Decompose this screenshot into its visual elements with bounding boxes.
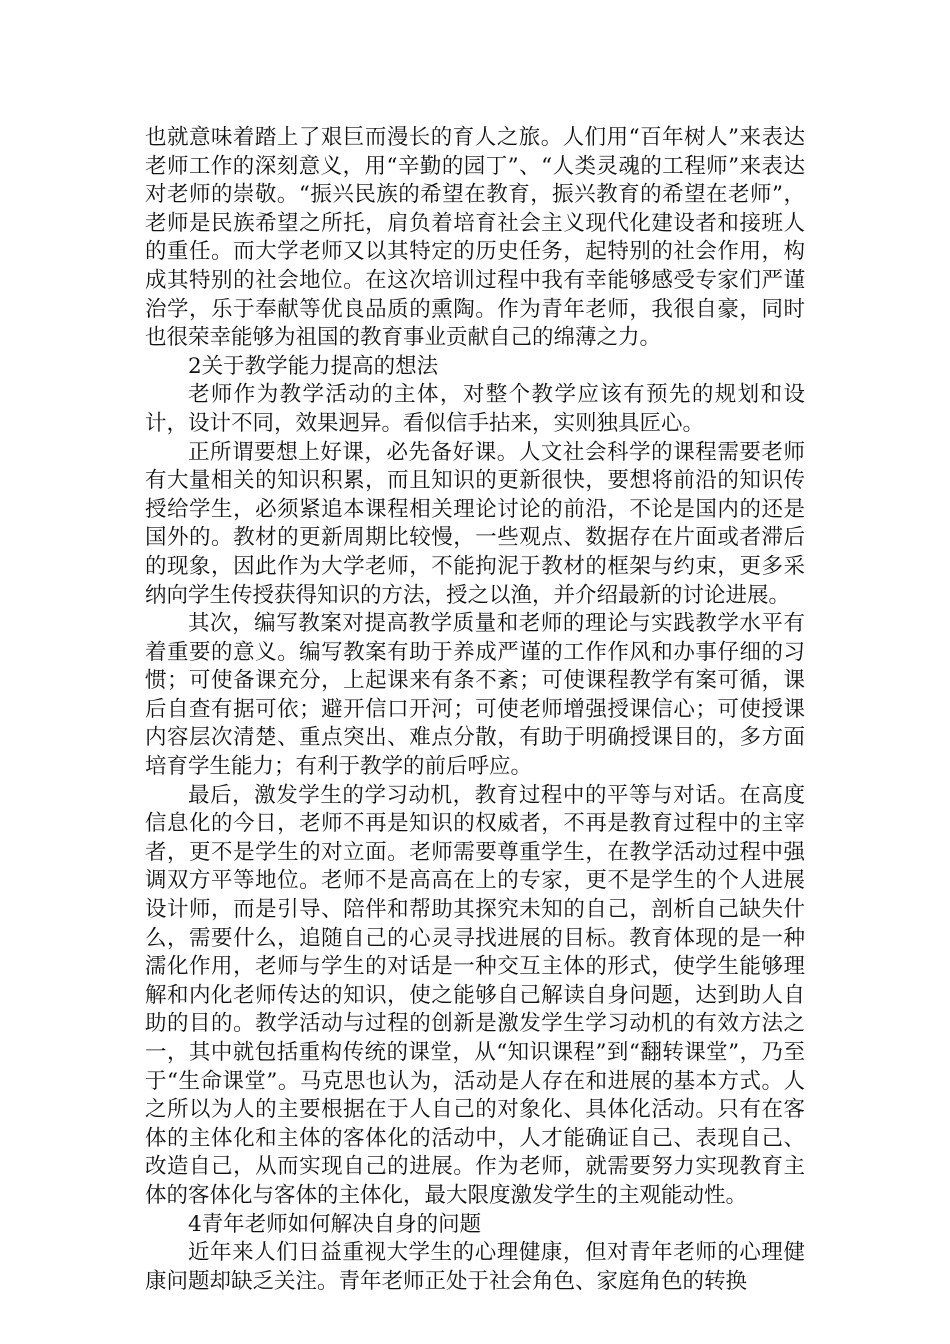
section-heading-young-teachers: 4青年老师如何解决自身的问题 xyxy=(188,1211,482,1237)
section-heading-teaching-ability: 2关于教学能力提高的想法 xyxy=(188,353,439,379)
paragraph-mental-health: 近年来人们日益重视大学生的心理健康，但对青年老师的心理健康问题却缺乏关注。青年老师正处于社会角色、家庭角色的转换 xyxy=(145,1240,805,1294)
paragraph-learning-motivation: 最后，激发学生的学习动机，教育过程中的平等与对话。在高度信息化的今日，老师不再是知识的权威者，不再是教育过程中的主宰者，更不是学生的对立面。老师需要尊重学生，在教学活动过程中强调双方平等地位。老师不是高高在上的专家，更不是学生的个人进展设计师，而是引导、陪伴和帮助其探究未知的自己，剖析自己缺失什么，需要什么，追随自己的心灵寻找进展的目标。教育体现的是一种濡化作用，老师与学生的对话是一种交互主体的形式，使学生能够理解和内化老师传达的知识，使之能够自己解读自身问题，达到助人自助的目的。教学活动与过程的创新是激发学生学习动机的有效方法之一，其中就包括重构传统的课堂，从“知识课程”到“翻转课堂”，乃至于“生命课堂”。马克思也认为，活动是人存在和进展的基本方式。人之所以为人的主要根据在于人自己的对象化、具体化活动。只有在客体的主体化和主体的客体化的活动中，人才能确证自己、表现自己、改造自己，从而实现自己的进展。作为老师，就需要努力实现教育主体的客体化与客体的主体化，最大限度激发学生的主观能动性。 xyxy=(145,782,805,1208)
paragraph-lesson-plans: 其次，编写教案对提高教学质量和老师的理论与实践教学水平有着重要的意义。编写教案有助于养成严谨的工作作风和办事仔细的习惯；可使备课充分，上起课来有条不紊；可使课程教学有案可循，课后自查有据可依；避开信口开河；可使老师增强授课信心；可使授课内容层次清楚、重点突出、难点分散，有助于明确授课目的，多方面培育学生能力；有利于教学的前后呼应。 xyxy=(145,611,805,780)
paragraph-lesson-preparation: 正所谓要想上好课，必先备好课。人文社会科学的课程需要老师有大量相关的知识积累，而且知识的更新很快，要想将前沿的知识传授给学生，必须紧追本课程相关理论讨论的前沿，不论是国内的还是国外的。教材的更新周期比较慢，一些观点、数据存在片面或者滞后的现象，因此作为大学老师，不能拘泥于教材的框架与约束，更多采纳向学生传授获得知识的方法，授之以渔，并介绍最新的讨论进展。 xyxy=(145,439,805,608)
paragraph-teacher-subject: 老师作为教学活动的主体，对整个教学应该有预先的规划和设计，设计不同，效果迥异。看似信手拈来，实则独具匠心。 xyxy=(145,382,805,436)
paragraph-intro-continuation: 也就意味着踏上了艰巨而漫长的育人之旅。人们用“百年树人”来表达老师工作的深刻意义，用“辛勤的园丁”、“人类灵魂的工程师”来表达对老师的崇敬。“振兴民族的希望在教育，振兴教育的希望在老师”，老师是民族希望之所托，肩负着培育社会主义现代化建设者和接班人的重任。而大学老师又以其特定的历史任务，起特别的社会作用，构成其特别的社会地位。在这次培训过程中我有幸能够感受专家们严谨治学，乐于奉献等优良品质的熏陶。作为青年老师，我很自豪，同时也很荣幸能够为祖国的教育事业贡献自己的绵薄之力。 xyxy=(145,125,805,351)
document-page xyxy=(145,124,805,1296)
